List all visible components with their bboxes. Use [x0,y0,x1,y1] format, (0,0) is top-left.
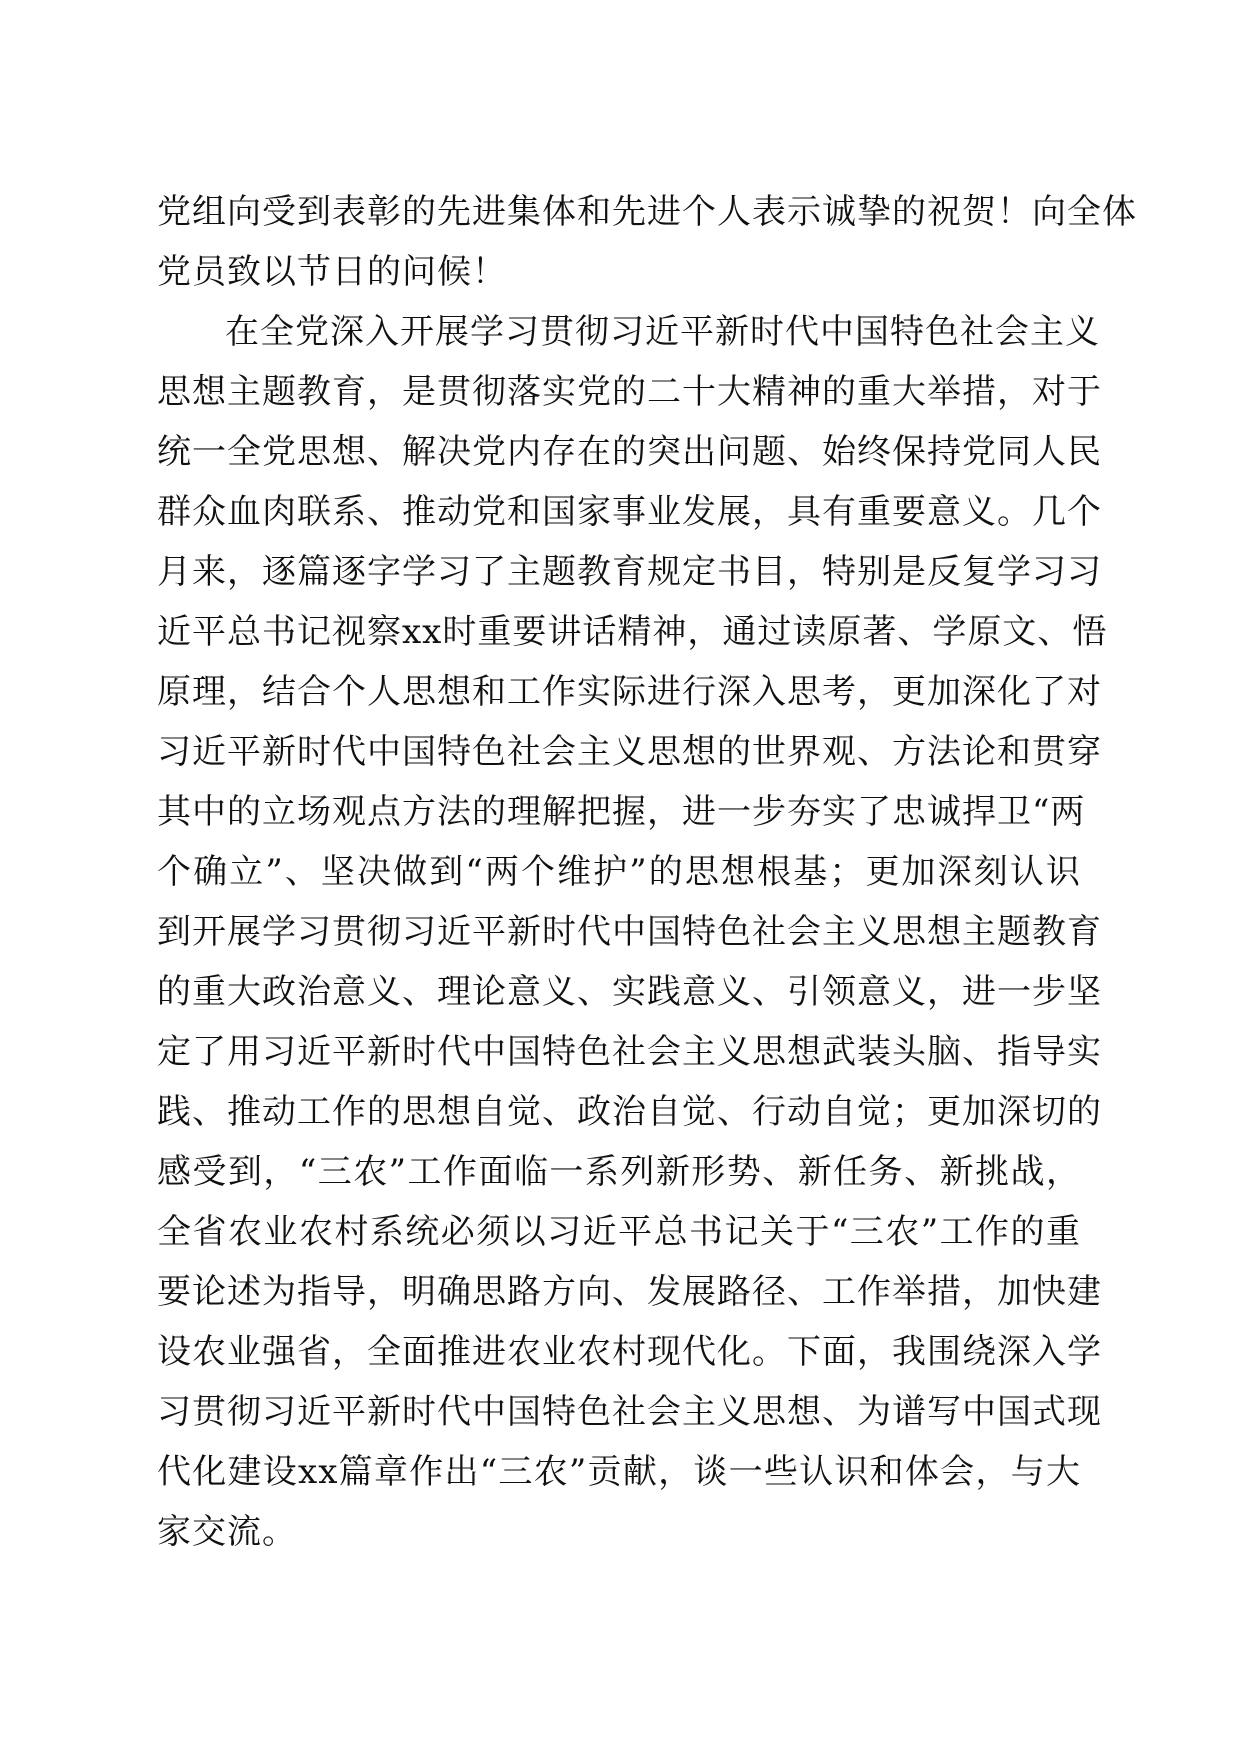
text-line: 其中的立场观点方法的理解把握，进一步夯实了忠诚捍卫“两 [157,792,1086,832]
text-line: 党组向受到表彰的先进集体和先进个人表示诚挚的祝贺！向全体 [157,192,1137,232]
text-line: 群众血肉联系、推动党和国家事业发展，具有重要意义。几个 [157,492,1102,532]
text-line: 党员致以节日的问候！ [157,252,507,292]
text-line: 统一全党思想、解决党内存在的突出问题、始终保持党同人民 [157,432,1102,472]
text-line: 要论述为指导，明确思路方向、发展路径、工作举措，加快建 [157,1272,1102,1312]
text-line: 近平总书记视察xx时重要讲话精神，通过读原著、学原文、悟 [157,612,1108,652]
document-body [157,182,1137,1562]
text-line: 践、推动工作的思想自觉、政治自觉、行动自觉；更加深切的 [157,1092,1102,1132]
text-line: 感受到，“三农”工作面临一系列新形势、新任务、新挑战， [157,1152,1081,1192]
text-line: 在全党深入开展学习贯彻习近平新时代中国特色社会主义 [225,312,1100,352]
text-line: 家交流。 [157,1512,297,1552]
text-line: 代化建设xx篇章作出“三农”贡献，谈一些认识和体会，与大 [157,1452,1081,1492]
text-line: 月来，逐篇逐字学习了主题教育规定书目，特别是反复学习习 [157,552,1102,592]
text-line: 习近平新时代中国特色社会主义思想的世界观、方法论和贯穿 [157,732,1102,772]
paragraph [157,302,1108,1562]
text-line: 的重大政治意义、理论意义、实践意义、引领意义，进一步坚 [157,972,1102,1012]
text-line: 原理，结合个人思想和工作实际进行深入思考，更加深化了对 [157,672,1102,712]
text-line: 个确立”、坚决做到“两个维护”的思想根基；更加深刻认识 [157,852,1081,892]
text-line: 思想主题教育，是贯彻落实党的二十大精神的重大举措，对于 [157,372,1102,412]
text-line: 定了用习近平新时代中国特色社会主义思想武装头脑、指导实 [157,1032,1102,1072]
paragraph [157,182,1137,302]
text-line: 习贯彻习近平新时代中国特色社会主义思想、为谱写中国式现 [157,1392,1102,1432]
text-line: 到开展学习贯彻习近平新时代中国特色社会主义思想主题教育 [157,912,1102,952]
text-line: 全省农业农村系统必须以习近平总书记关于“三农”工作的重 [157,1212,1081,1252]
text-line: 设农业强省，全面推进农业农村现代化。下面，我围绕深入学 [157,1332,1102,1372]
